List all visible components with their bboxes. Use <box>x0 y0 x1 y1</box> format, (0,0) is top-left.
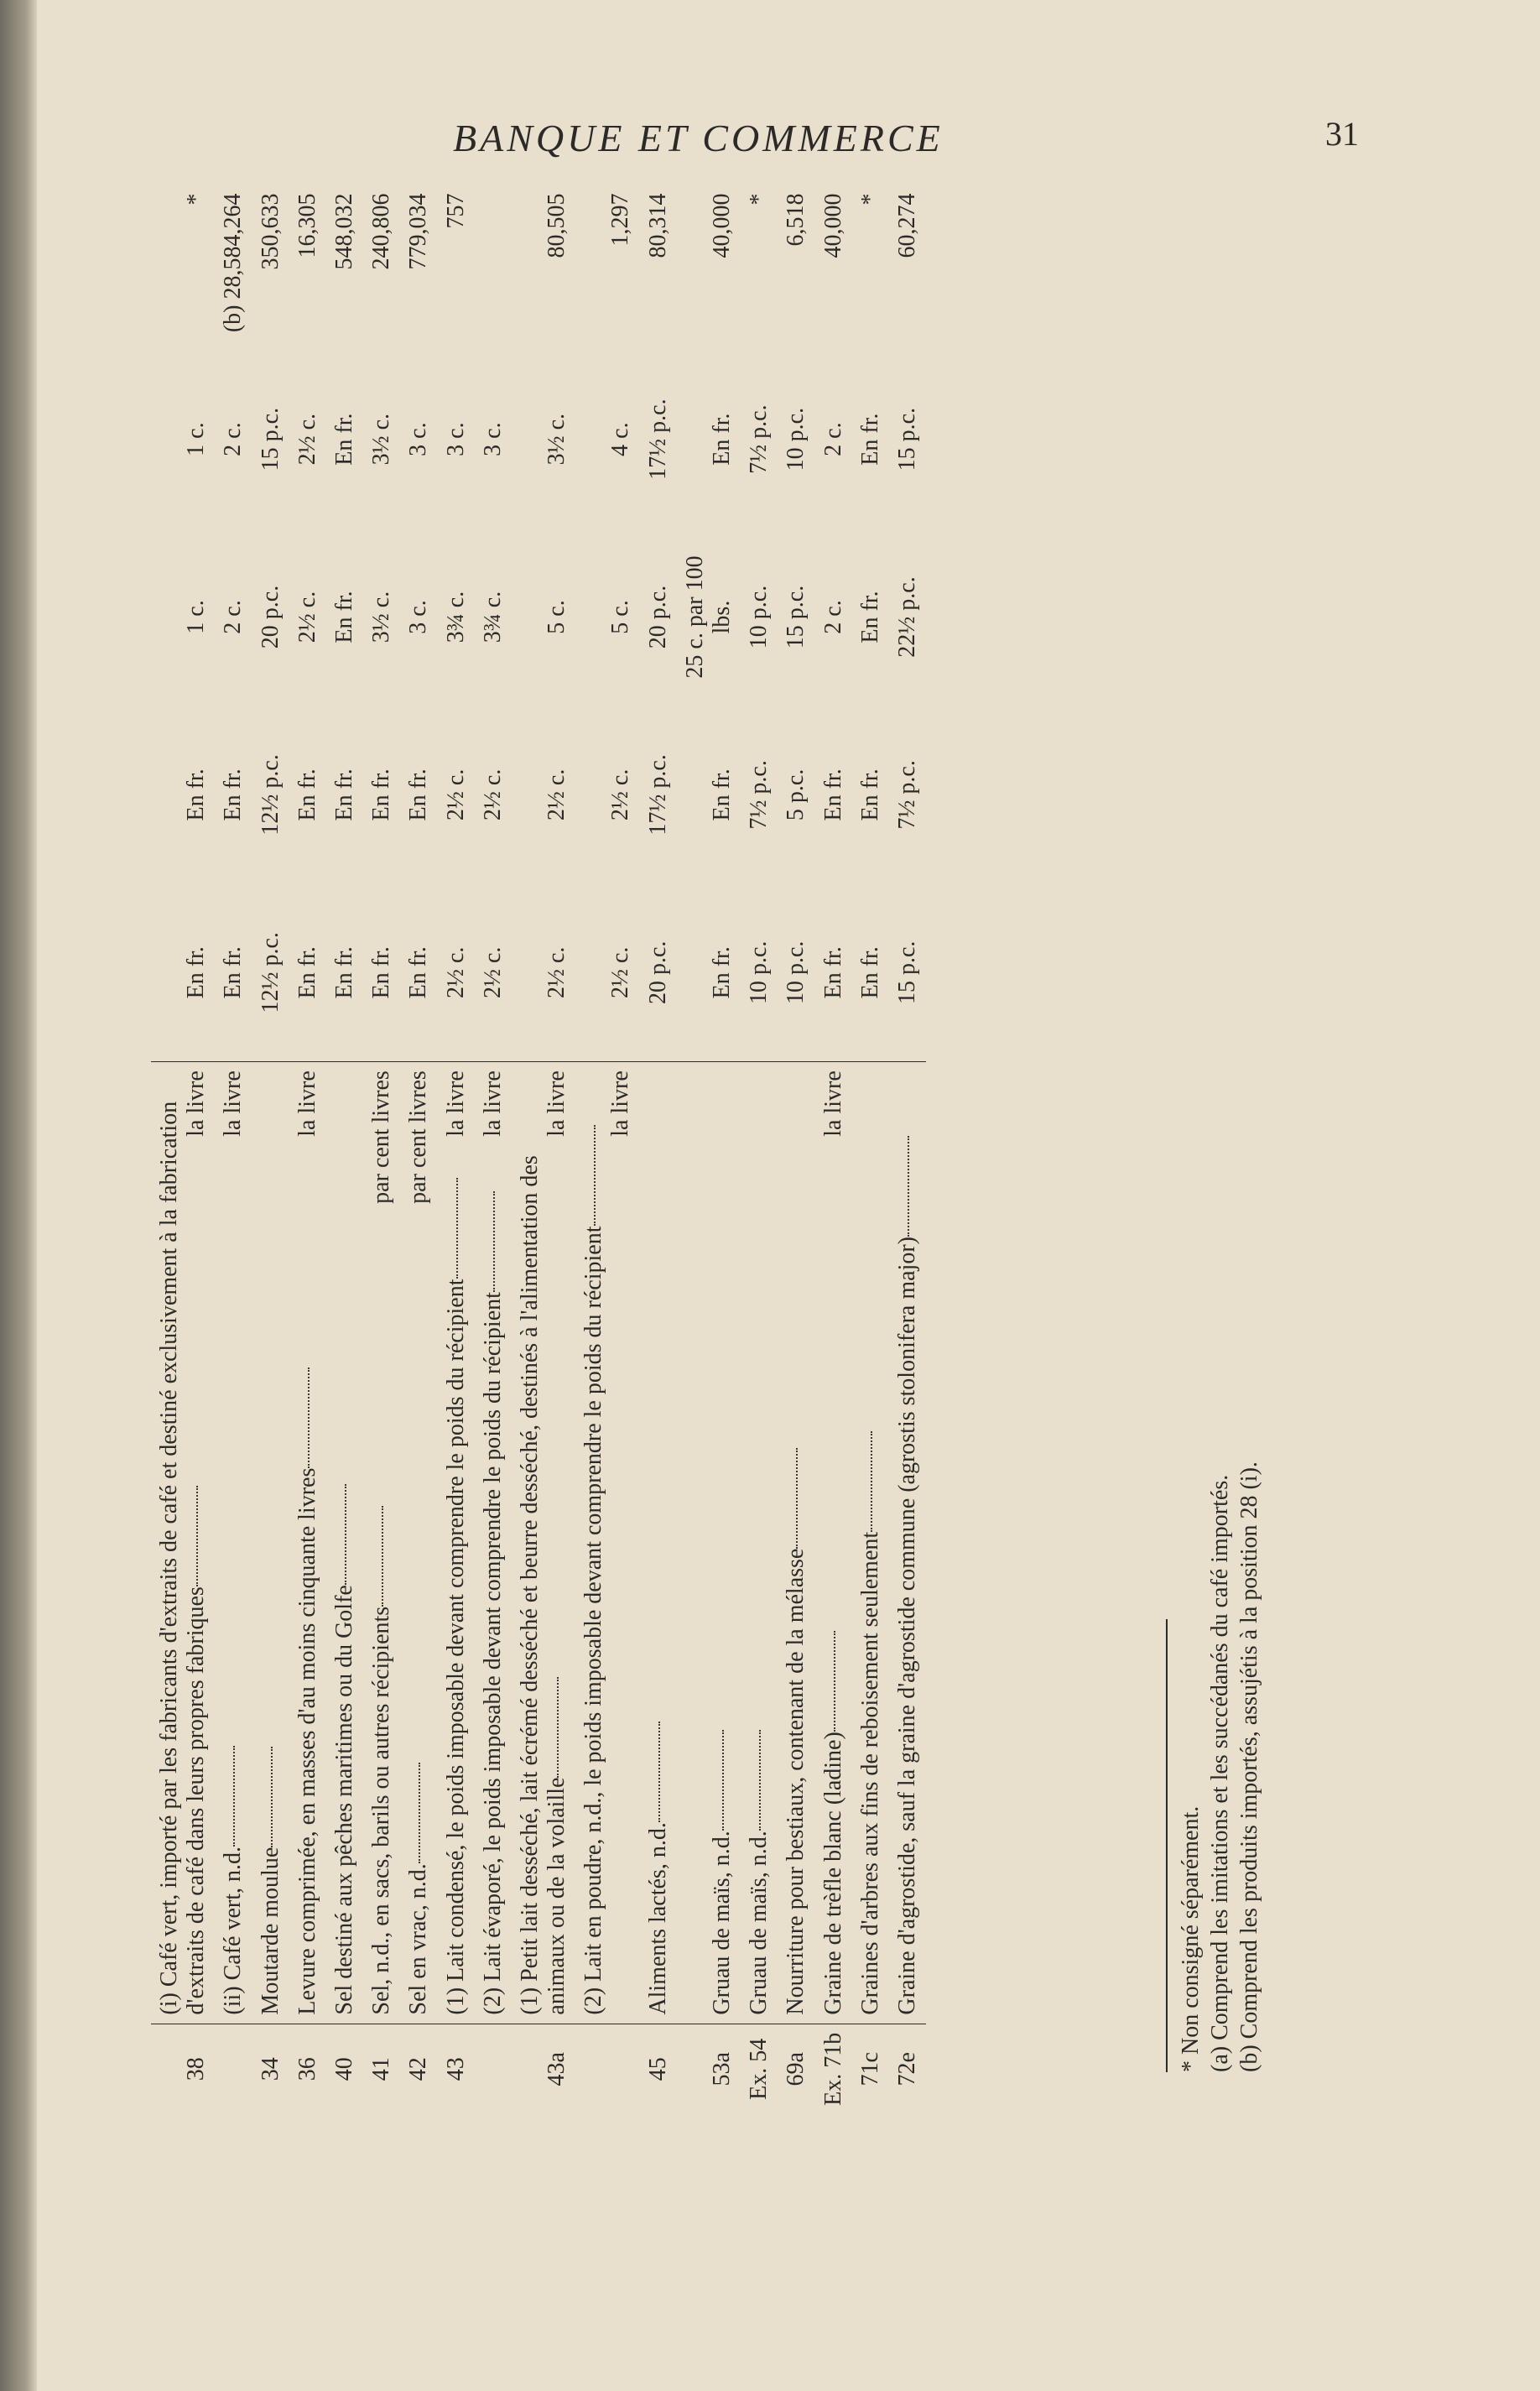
unit-text: par cent livres <box>405 1070 432 1204</box>
rate-col-2: En fr. <box>819 768 846 821</box>
rate-col-2: En fr. <box>183 768 210 821</box>
table-row <box>363 185 400 2115</box>
leader-dots <box>196 1486 198 1586</box>
import-value: 40,000 <box>709 193 735 258</box>
leader-dots <box>493 1191 495 1292</box>
page-edge <box>0 0 37 2391</box>
import-value: * <box>856 193 883 206</box>
tariff-table <box>151 185 926 2114</box>
table-row <box>512 185 575 2115</box>
rate-col-4: 3 c. <box>442 422 469 456</box>
unit-text: la livre <box>607 1070 634 1137</box>
table-row <box>289 185 326 2115</box>
rate-col-3: 20 p.c. <box>644 585 671 649</box>
table-row <box>640 185 677 2115</box>
rate-col-2: 2½ c. <box>607 768 634 821</box>
item-description <box>363 1062 400 2024</box>
item-description <box>400 1062 437 2024</box>
rate-col-4: 15 p.c. <box>893 407 920 471</box>
rate-col-1: En fr. <box>330 946 357 999</box>
table-row <box>677 185 741 2115</box>
rate-col-2: 2½ c. <box>544 768 570 821</box>
rate-col-4: 15 p.c. <box>257 407 284 471</box>
page-number: 31 <box>1325 115 1359 153</box>
leader-dots <box>345 1484 346 1585</box>
item-number: 45 <box>644 2057 671 2081</box>
rate-col-1: En fr. <box>294 946 320 999</box>
rate-col-4: 3 c. <box>479 422 506 456</box>
unit-text: la livre <box>479 1070 506 1137</box>
item-description <box>326 1062 363 2024</box>
item-number: 34 <box>257 2057 284 2081</box>
rate-col-1: 2½ c. <box>544 946 570 998</box>
item-description <box>575 1062 639 2024</box>
rate-col-1: En fr. <box>405 946 432 999</box>
item-number: Ex. 54 <box>746 2038 773 2100</box>
rate-col-3: En fr. <box>330 591 357 643</box>
rate-col-2: En fr. <box>709 768 735 821</box>
table-row <box>575 185 639 2115</box>
table-row <box>852 185 889 2115</box>
import-value: 757 <box>442 193 469 229</box>
rate-col-3: 3 c. <box>405 600 432 634</box>
page-title: BANQUE ET COMMERCE <box>453 117 944 159</box>
description-text: (1) Lait condensé, le poids imposable devant comprendre le poids du récipient <box>442 1279 469 2015</box>
description-text: (i) Café vert, importé par les fabricants d'extraits de café et destiné exclusivement à la fabrication d'extraits de café dans leurs propres fabriques <box>156 1101 210 2015</box>
rate-col-3: 2½ c. <box>294 591 320 643</box>
description-text: (ii) Café vert, n.d. <box>220 1846 247 2015</box>
leader-dots <box>456 1179 458 1279</box>
rate-col-1: En fr. <box>856 946 883 999</box>
description-text: Sel en vrac, n.d. <box>405 1863 432 2015</box>
description-text: (2) Lait en poudre, n.d., le poids imposable devant comprendre le poids du récipient <box>580 1226 607 2015</box>
item-number: 43a <box>544 2052 570 2086</box>
rate-col-4: 2½ c. <box>294 413 320 466</box>
rate-col-4: 4 c. <box>607 422 634 456</box>
rate-col-1: En fr. <box>709 946 735 999</box>
item-number: 42 <box>405 2057 432 2081</box>
item-number <box>215 2024 252 2114</box>
description-text: Sel, n.d., en sacs, barils ou autres récipients <box>368 1606 395 2015</box>
leader-dots <box>871 1431 872 1532</box>
leader-dots <box>557 1677 559 1778</box>
rate-col-2: En fr. <box>220 768 247 821</box>
item-number: 43 <box>442 2057 469 2081</box>
rate-col-2: En fr. <box>405 768 432 821</box>
rate-col-1: En fr. <box>819 946 846 999</box>
table-row <box>326 185 363 2115</box>
rate-col-2: 5 p.c. <box>783 768 809 821</box>
unit-text: la livre <box>544 1070 570 1137</box>
rate-col-3: 1 c. <box>183 600 210 634</box>
leader-dots <box>382 1506 383 1607</box>
rate-col-4: 10 p.c. <box>783 407 809 471</box>
rate-col-2: 7½ p.c. <box>746 760 773 830</box>
rate-col-4: En fr. <box>709 413 735 466</box>
description-text: Graine d'agrostide, sauf la graine d'agrostide commune (agrostis stolonifera major) <box>893 1237 920 2015</box>
item-number: 38 <box>183 2057 210 2081</box>
leader-dots <box>658 1722 660 1822</box>
rate-col-1: 10 p.c. <box>783 940 809 1004</box>
import-value <box>475 185 512 351</box>
table-row <box>215 185 252 2115</box>
table-row <box>815 185 852 2115</box>
item-description <box>438 1062 475 2024</box>
leader-dots <box>308 1367 310 1468</box>
rate-col-4: 1 c. <box>183 422 210 456</box>
rate-col-4: 3½ c. <box>368 413 395 466</box>
description-text: (1) Petit lait desséché, lait écrémé desséché et beurre desséché, destinés à l'alimentation des animaux ou de la volaille <box>516 1155 570 2015</box>
description-text: Sel destiné aux pêches maritimes ou du Golfe <box>330 1585 357 2015</box>
rate-col-3: 2 c. <box>220 600 247 634</box>
leader-dots <box>796 1448 798 1549</box>
table-row <box>438 185 475 2115</box>
rate-col-3: 5 c. <box>544 600 570 634</box>
rate-col-2: En fr. <box>330 768 357 821</box>
item-description <box>512 1062 575 2024</box>
item-number <box>575 2024 639 2114</box>
item-number: 72e <box>893 2052 920 2086</box>
item-number: 53a <box>709 2052 735 2086</box>
footnote-3: (b) Comprend les produits importés, assujétis à la position 28 (i). <box>1236 1461 1262 2072</box>
rate-col-4: 2 c. <box>819 422 846 456</box>
import-value: 779,034 <box>405 193 432 270</box>
item-description <box>741 1062 778 2024</box>
rate-col-3: 20 p.c. <box>257 585 284 649</box>
item-description <box>852 1062 889 2024</box>
import-value: 1,297 <box>607 193 634 247</box>
import-value: 240,806 <box>368 193 395 270</box>
item-description <box>475 1062 512 2024</box>
table-row <box>889 185 926 2115</box>
rate-col-1: En fr. <box>220 946 247 999</box>
leader-dots <box>759 1730 761 1831</box>
table-row <box>778 185 814 2115</box>
leader-dots <box>594 1126 596 1227</box>
import-value: * <box>746 193 773 206</box>
import-value: 6,518 <box>783 193 809 247</box>
rate-col-2: 17½ p.c. <box>644 754 671 836</box>
table-row <box>475 185 512 2115</box>
item-description <box>252 1062 289 2024</box>
leader-dots <box>908 1136 909 1237</box>
import-value: 80,314 <box>644 193 671 258</box>
table-row <box>400 185 437 2115</box>
footnote-1: * Non consigné séparément. <box>1178 1805 1204 2072</box>
item-description <box>815 1062 852 2024</box>
rate-col-4: En fr. <box>856 413 883 466</box>
item-description <box>889 1062 926 2024</box>
import-value: 40,000 <box>819 193 846 258</box>
import-value: 548,032 <box>330 193 357 270</box>
import-value: 60,274 <box>893 193 920 258</box>
unit-text: la livre <box>294 1070 320 1137</box>
rate-col-4: 7½ p.c. <box>746 404 773 474</box>
rate-col-1: En fr. <box>368 946 395 999</box>
description-text: Nourriture pour bestiaux, contenant de la mélasse <box>783 1548 809 2015</box>
rate-col-3: 2 c. <box>819 600 846 634</box>
item-description <box>640 1062 677 2024</box>
item-number: 41 <box>368 2057 395 2081</box>
rate-col-3: 3½ c. <box>368 591 395 643</box>
table-row <box>252 185 289 2115</box>
footnote-2: (a) Comprend les imitations et les succédanés du café importés. <box>1207 1474 1233 2072</box>
rate-col-3: 10 p.c. <box>746 585 773 649</box>
item-description <box>778 1062 814 2024</box>
item-description <box>151 1062 215 2024</box>
leader-dots <box>419 1763 420 1863</box>
rate-col-1: 2½ c. <box>479 946 506 998</box>
import-value: 80,505 <box>544 193 570 258</box>
unit-text: la livre <box>819 1070 846 1137</box>
rate-col-4: 17½ p.c. <box>644 398 671 480</box>
item-number: 36 <box>294 2057 320 2081</box>
leader-dots <box>233 1746 235 1847</box>
description-text: (2) Lait évaporé, le poids imposable devant comprendre le poids du récipient <box>479 1292 506 2015</box>
import-value: 350,633 <box>257 193 284 270</box>
rate-col-2: En fr. <box>856 768 883 821</box>
rate-col-3: 22½ p.c. <box>893 576 920 658</box>
item-description <box>289 1062 326 2024</box>
footnote-rule <box>1166 1619 1168 2072</box>
unit-text: la livre <box>183 1070 210 1137</box>
leader-dots <box>834 1631 835 1732</box>
rate-col-1: 12½ p.c. <box>257 932 284 1013</box>
rate-col-4: 2 c. <box>220 422 247 456</box>
rate-col-1: En fr. <box>183 946 210 999</box>
description-text: Gruau de maïs, n.d. <box>746 1831 773 2015</box>
rate-col-1: 10 p.c. <box>746 940 773 1004</box>
table-row <box>151 185 215 2115</box>
item-description <box>677 1062 741 2024</box>
rate-col-3: 25 c. par 100 lbs. <box>681 555 735 679</box>
rate-col-3: 3¾ c. <box>479 591 506 643</box>
rate-col-2: 2½ c. <box>442 768 469 821</box>
rate-col-4: 3½ c. <box>544 413 570 466</box>
item-number <box>475 2024 512 2114</box>
item-number: 69a <box>783 2052 809 2086</box>
rate-col-4: 3 c. <box>405 422 432 456</box>
description-text: Gruau de maïs, n.d. <box>709 1831 735 2015</box>
leader-dots <box>271 1747 273 1847</box>
description-text: Aliments lactés, n.d. <box>644 1822 671 2015</box>
import-value: 16,305 <box>294 193 320 258</box>
item-number: 71c <box>856 2052 883 2086</box>
page-header <box>0 107 1540 175</box>
item-number: 40 <box>330 2057 357 2081</box>
rate-col-3: 3¾ c. <box>442 591 469 643</box>
rate-col-3: 5 c. <box>607 600 634 634</box>
item-number: Ex. 71b <box>819 2032 846 2106</box>
import-value: (b) 28,584,264 <box>220 193 247 333</box>
unit-text: la livre <box>442 1070 469 1137</box>
unit-text: par cent livres <box>368 1070 395 1204</box>
description-text: Levure comprimée, en masses d'au moins cinquante livres <box>294 1467 320 2015</box>
leader-dots <box>722 1730 724 1831</box>
import-value: * <box>183 193 210 206</box>
rate-col-2: 12½ p.c. <box>257 754 284 836</box>
rate-col-4: En fr. <box>330 413 357 466</box>
footnotes <box>1166 1065 1264 2072</box>
rate-col-2: En fr. <box>368 768 395 821</box>
table-row <box>741 185 778 2115</box>
rate-col-3: 15 p.c. <box>783 585 809 649</box>
rate-col-1: 15 p.c. <box>893 940 920 1004</box>
rate-col-2: 7½ p.c. <box>893 760 920 830</box>
rate-col-2: 2½ c. <box>479 768 506 821</box>
rate-col-2: En fr. <box>294 768 320 821</box>
rate-col-1: 2½ c. <box>442 946 469 998</box>
rate-col-1: 20 p.c. <box>644 940 671 1004</box>
description-text: Moutarde moulue <box>257 1847 284 2015</box>
description-text: Graine de trèfle blanc (ladine) <box>819 1732 846 2015</box>
rate-col-3: En fr. <box>856 591 883 643</box>
unit-text: la livre <box>220 1070 247 1137</box>
rate-col-1: 2½ c. <box>607 946 634 998</box>
item-description <box>215 1062 252 2024</box>
description-text: Graines d'arbres aux fins de reboisement seulement <box>856 1531 883 2015</box>
